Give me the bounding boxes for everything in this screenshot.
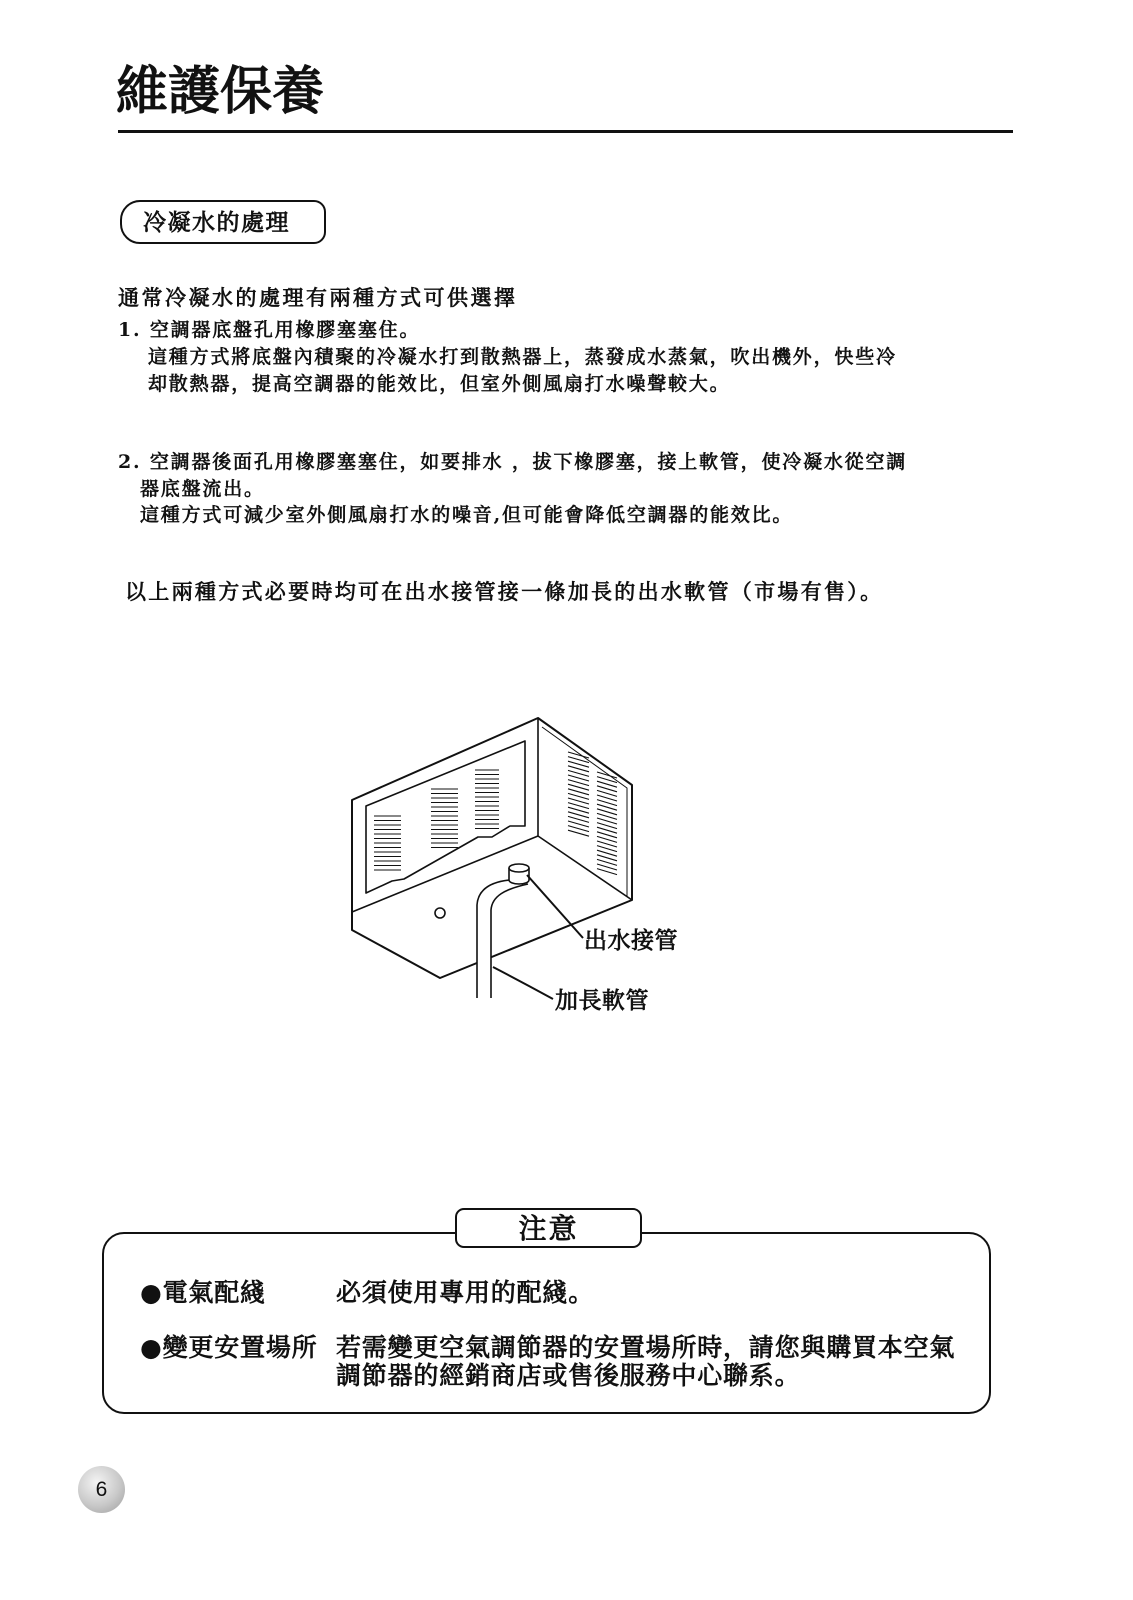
caution-heading: 注意 [518,1212,579,1245]
page-title: 維護保養 [116,61,325,122]
section-intro: 通常冷凝水的處理有兩種方式可供選擇 [118,285,518,310]
caution-item-2-desc-line-2: 調節器的經銷商店或售後服務中心聯系。 [336,1361,801,1390]
method-1-title: 1. 空調器底盤孔用橡膠塞塞住。 [118,319,421,341]
method-2-desc: 這種方式可減少室外側風扇打水的噪音,但可能會降低空調器的能效比。 [140,504,794,526]
bullet-icon: ● [140,1333,163,1362]
caution-term: 變更安置場所 [162,1333,318,1362]
caution-item-2-desc-line-1: 若需變更空氣調節器的安置場所時，請您與購買本空氣 [336,1333,956,1362]
hose-label: 加長軟管 [555,987,649,1014]
section-summary: 以上兩種方式必要時均可在出水接管接一條加長的出水軟管（市場有售）。 [125,579,884,604]
outlet-label: 出水接管 [584,927,678,954]
page-number: 6 [95,1478,108,1501]
method-1-desc-line-2: 却散熱器，提高空調器的能效比，但室外側風扇打水噪聲較大。 [148,373,731,395]
section-heading: 冷凝水的處理 [143,209,290,236]
method-1-desc-line-1: 這種方式將底盤內積聚的冷凝水打到散熱器上，蒸發成水蒸氣，吹出機外，快些冷 [148,346,897,368]
title-rule [118,130,1013,133]
method-2-title-cont: 器底盤流出。 [140,478,265,500]
method-2-title: 2. 空調器後面孔用橡膠塞塞住，如要排水 ，拔下橡膠塞，接上軟管，使冷凝水從空調 [118,451,908,473]
ac-drain-diagram [340,700,640,1010]
caution-term: 電氣配綫 [162,1278,266,1307]
section-heading-capsule [120,200,326,244]
hose-leader-line [493,967,553,999]
caution-heading-capsule [455,1208,642,1248]
page-number-badge [78,1466,125,1513]
bottom-drain-hole [435,908,445,918]
bullet-icon: ● [140,1278,163,1307]
outlet-nozzle-top [509,864,529,872]
caution-item-2-term [140,1335,317,1360]
caution-item-1-term [140,1280,266,1305]
caution-item-1-desc: 必須使用專用的配綫。 [336,1278,595,1307]
